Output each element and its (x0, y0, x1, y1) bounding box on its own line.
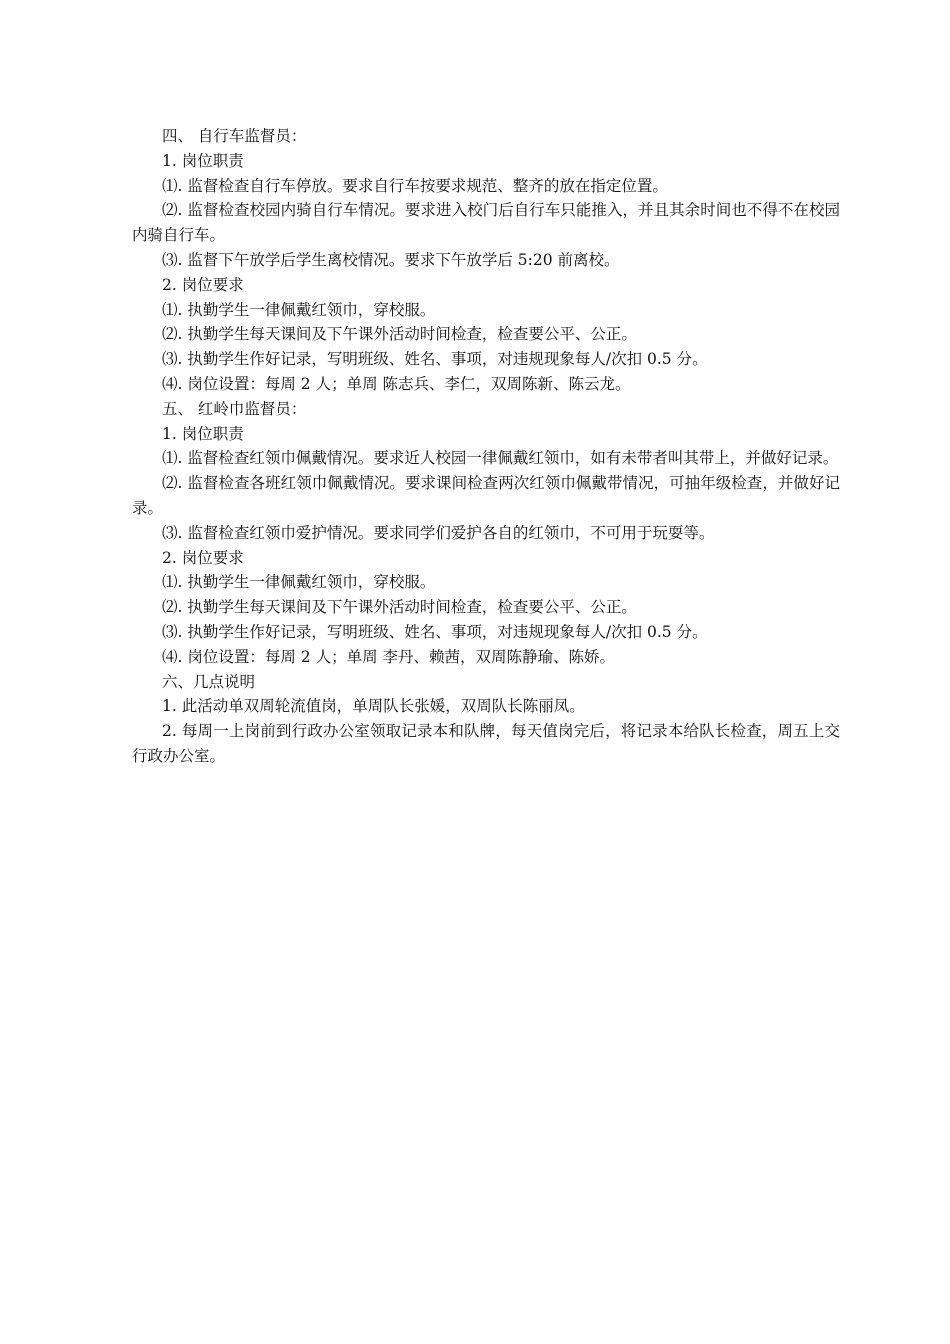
paragraph: ⑷. 岗位设置：每周 2 人；单周 李丹、赖茜，双周陈静瑜、陈娇。 (162, 647, 615, 666)
paragraph: ⑵. 执勤学生每天课间及下午课外活动时间检查，检查要公平、公正。 (162, 598, 637, 617)
paragraph: ⑶. 监督检查红领巾爱护情况。要求同学们爱护各自的红领巾，不可用于玩耍等。 (162, 523, 715, 542)
paragraph: ⑵. 执勤学生每天课间及下午课外活动时间检查，检查要公平、公正。 (162, 325, 637, 344)
paragraph: ⑴. 执勤学生一律佩戴红领巾，穿校服。 (162, 300, 436, 319)
subheading-duties: 1. 岗位职责 (162, 424, 244, 443)
paragraph: ⑵. 监督检查校园内骑自行车情况。要求进入校门后自行车只能推入，并且其余时间也不得不在校园内骑自行车。 (132, 201, 840, 245)
paragraph: 1. 此活动单双周轮流值岗，单周队长张媛，双周队长陈丽凤。 (162, 697, 585, 716)
paragraph: ⑶. 执勤学生作好记录，写明班级、姓名、事项，对违规现象每人/次扣 0.5 分。 (162, 350, 708, 369)
paragraph: 2. 每周一上岗前到行政办公室领取记录本和队牌，每天值岗完后，将记录本给队长检查，周五上交行政办公室。 (132, 722, 840, 765)
subheading-requirements: 2. 岗位要求 (162, 275, 244, 294)
section-heading-bicycle-supervisor: 四、 自行车监督员： (162, 127, 307, 145)
section-heading-notes: 六、几点说明 (162, 672, 256, 691)
paragraph: ⑶. 监督下午放学后学生离校情况。要求下午放学后 5:20 前离校。 (162, 250, 620, 269)
paragraph: ⑴. 执勤学生一律佩戴红领巾，穿校服。 (162, 573, 436, 592)
paragraph: ⑵. 监督检查各班红领巾佩戴情况。要求课间检查两次红领巾佩戴带情况，可抽年级检查，并做好记录。 (132, 474, 840, 517)
document-body (132, 124, 840, 769)
subheading-requirements: 2. 岗位要求 (162, 548, 244, 567)
paragraph: ⑴. 监督检查自行车停放。要求自行车按要求规范、整齐的放在指定位置。 (162, 176, 668, 195)
subheading-duties: 1. 岗位职责 (162, 151, 244, 170)
paragraph: ⑴. 监督检查红领巾佩戴情况。要求近人校园一律佩戴红领巾，如有未带者叫其带上，并做好记录。 (162, 449, 839, 468)
section-heading-scarf-supervisor: 五、 红岭巾监督员： (162, 399, 307, 418)
paragraph: ⑷. 岗位设置：每周 2 人；单周 陈志兵、李仁，双周陈新、陈云龙。 (162, 374, 631, 393)
paragraph: ⑶. 执勤学生作好记录，写明班级、姓名、事项，对违规现象每人/次扣 0.5 分。 (162, 622, 708, 641)
